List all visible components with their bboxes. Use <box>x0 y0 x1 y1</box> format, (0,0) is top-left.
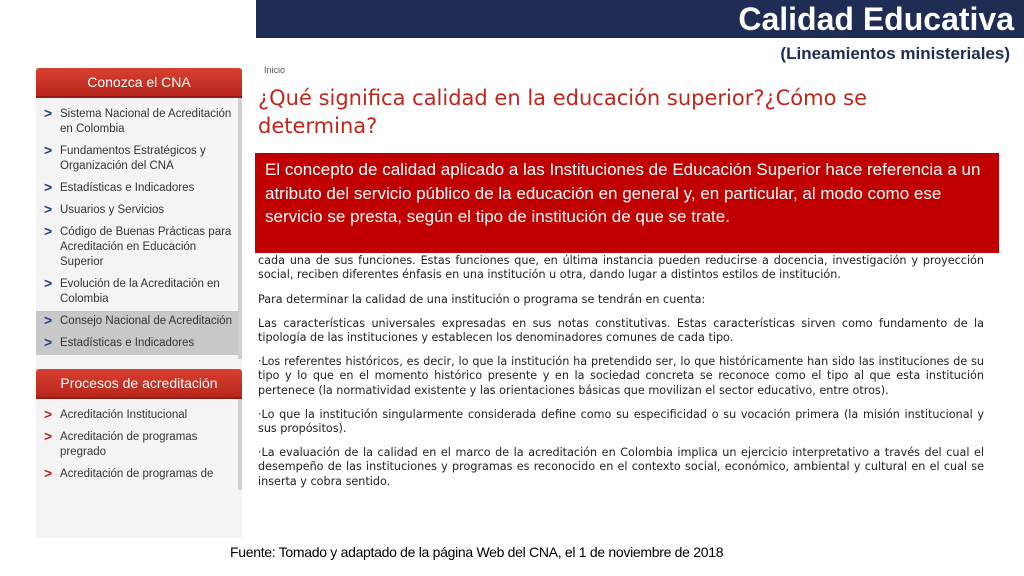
sidebar-item[interactable] <box>36 405 238 427</box>
sidebar-item[interactable] <box>36 200 238 222</box>
sidebar-item-label: Código de Buenas Prácticas para Acreditación en Educación Superior <box>60 226 232 268</box>
title-bar <box>256 0 1024 38</box>
sidebar-list-procesos <box>36 399 242 490</box>
sidebar-item[interactable] <box>36 464 238 486</box>
chevron-right-icon: > <box>44 105 53 121</box>
sidebar-item-label: Acreditación de programas pregrado <box>60 431 198 458</box>
cna-sidebar <box>36 68 242 538</box>
sidebar-item-label: Consejo Nacional de Acreditación <box>60 315 232 327</box>
paragraph: Las características universales expresadas en sus notas constitutivas. Estas características sirven como fundamento de la tipología de las instituciones y establecen los denominadores comunes de cada tipo. <box>258 316 984 345</box>
chevron-right-icon: > <box>44 465 53 481</box>
source-footnote: Fuente: Tomado y adaptado de la página Web del CNA, el 1 de noviembre de 2018 <box>230 544 724 560</box>
cna-page-content <box>256 62 986 538</box>
sidebar-item[interactable] <box>36 141 238 178</box>
sidebar-item-label: Estadísticas e Indicadores <box>60 337 195 349</box>
sidebar-item-label: Usuarios y Servicios <box>60 204 165 216</box>
sidebar-item[interactable] <box>36 222 238 274</box>
sidebar-section-header-procesos[interactable]: Procesos de acreditación <box>36 369 242 399</box>
body-text <box>258 248 984 499</box>
sidebar-item-label: Fundamentos Estratégicos y Organización del CNA <box>60 145 206 172</box>
chevron-right-icon: > <box>44 179 53 195</box>
chevron-right-icon: > <box>44 334 53 350</box>
definition-callout: El concepto de calidad aplicado a las Instituciones de Educación Superior hace referencia a un atributo del servicio público de la educación en general y, en particular, al modo como ese servicio se presta, según el tipo de institución de que se trate. <box>255 153 999 253</box>
chevron-right-icon: > <box>44 142 53 158</box>
sidebar-item[interactable] <box>36 104 238 141</box>
slide-subtitle: (Lineamientos ministeriales) <box>780 44 1010 63</box>
chevron-right-icon: > <box>44 406 53 422</box>
sidebar-section-header-conozca[interactable]: Conozca el CNA <box>36 68 242 98</box>
sidebar-item-label: Acreditación de programas de <box>60 468 214 480</box>
sidebar-item[interactable] <box>36 427 238 464</box>
slide-title: Calidad Educativa <box>738 1 1014 37</box>
paragraph: ·Los referentes históricos, es decir, lo que la institución ha pretendido ser, lo que históricamente han sido las instituciones de su tipo y lo que en el momento histórico presente y en la sociedad concreta se reconoce como el tipo al que esta institución pertenece (la normatividad existente y las orientaciones básicas que movilizan el sector educativo, entre otros). <box>258 355 984 397</box>
chevron-right-icon: > <box>44 312 53 328</box>
sidebar-item[interactable] <box>36 178 238 200</box>
breadcrumb[interactable]: Inicio <box>264 65 286 75</box>
sidebar-list-conozca <box>36 98 242 359</box>
sidebar-item[interactable] <box>36 333 238 355</box>
sidebar-item[interactable] <box>36 311 238 333</box>
sidebar-item-label: Estadísticas e Indicadores <box>60 182 195 194</box>
page-heading: ¿Qué significa calidad en la educación superior?¿Cómo se determina? <box>258 86 867 138</box>
sidebar-item-label: Sistema Nacional de Acreditación en Colombia <box>60 108 232 135</box>
paragraph: ·La evaluación de la calidad en el marco de la acreditación en Colombia implica un ejercicio interpretativo a través del cual el desempeño de las instituciones y programas es reconocido en el contexto social, económico, ambiental y cultural en el cual se inserta y cobra sentido. <box>258 446 984 488</box>
chevron-right-icon: > <box>44 223 53 239</box>
sidebar-item[interactable] <box>36 274 238 311</box>
sidebar-item-label: Evolución de la Acreditación en Colombia <box>60 278 220 305</box>
chevron-right-icon: > <box>44 201 53 217</box>
chevron-right-icon: > <box>44 428 53 444</box>
paragraph: cada una de sus funciones. Estas funciones que, en última instancia pueden reducirse a docencia, investigación y proyección social, reciben diferentes énfasis en una institución u otra, dando lugar a distintos estilos de institución. <box>258 254 984 282</box>
chevron-right-icon: > <box>44 275 53 291</box>
paragraph: Para determinar la calidad de una institución o programa se tendrán en cuenta: <box>258 292 706 306</box>
paragraph: ·Lo que la institución singularmente considerada define como su especificidad o su vocación primera (la misión institucional y sus propósitos). <box>258 407 984 436</box>
sidebar-item-label: Acreditación Institucional <box>60 409 188 421</box>
